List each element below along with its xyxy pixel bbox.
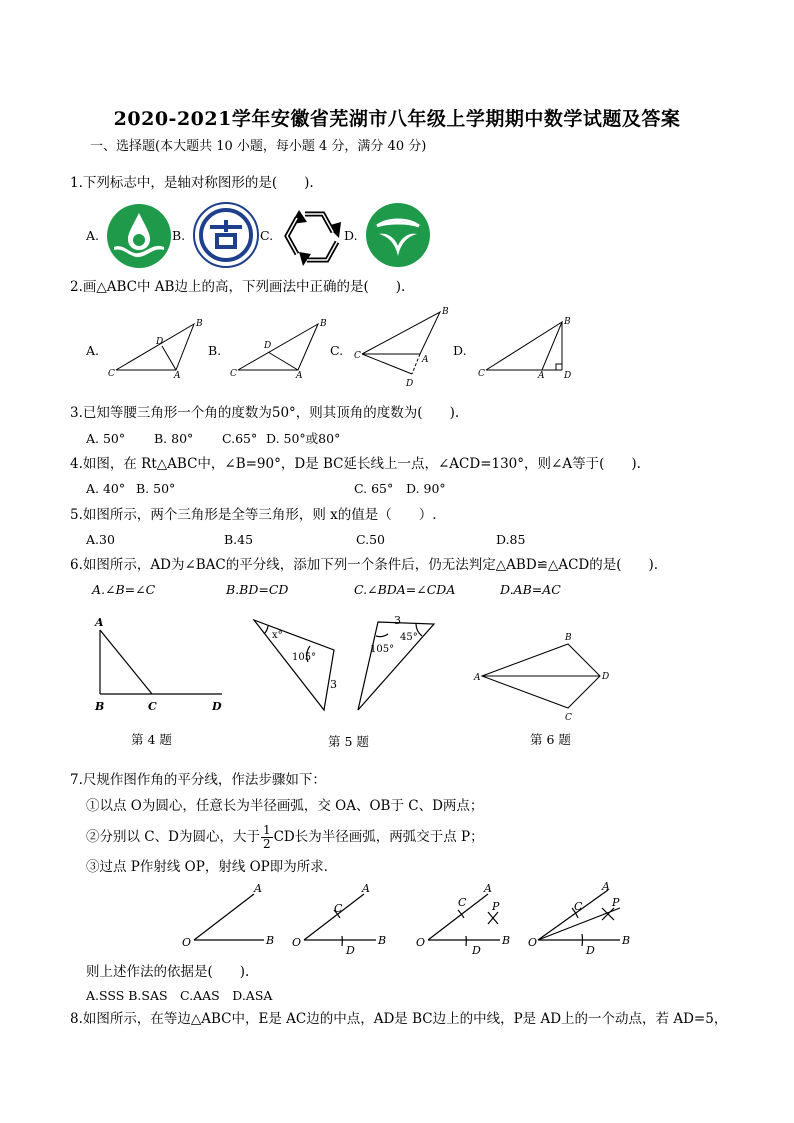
q2-option-b: B.	[208, 343, 222, 358]
q1-option-d: D.	[344, 228, 358, 243]
q2-figure-d	[476, 316, 580, 381]
label-a: A	[422, 355, 429, 365]
logo-a-water-drop-icon	[106, 203, 172, 269]
q1-option-c: C.	[260, 228, 274, 243]
label-a: A	[362, 882, 370, 895]
question-8: 8.如图所示，在等边△ABC中，E是 AC边的中点，AD是 BC边上的中线，P是 AD上的一个动点，若 AD=5，	[70, 1011, 728, 1027]
q7-figure-3	[414, 880, 518, 957]
label-c: C	[230, 369, 237, 379]
side-3-label-2: 3	[394, 614, 401, 627]
section-heading: 一、选择题(本大题共 10 小题，每小题 4 分，满分 40 分)	[90, 139, 427, 154]
q1-option-a: A.	[86, 228, 100, 243]
label-o: O	[528, 936, 538, 949]
angle-x-label: x°	[272, 630, 283, 641]
label-d: D	[212, 700, 222, 713]
fraction-denominator: 2	[262, 837, 271, 851]
label-a: A	[474, 673, 481, 683]
label-o: O	[292, 936, 302, 949]
label-o: O	[182, 936, 192, 949]
label-c: C	[354, 351, 361, 361]
question-2: 2.画△ABC中 AB边上的高，下列画法中正确的是( ).	[70, 279, 406, 295]
q7-figure-4	[528, 878, 640, 957]
question-6: 6.如图所示，AD为∠BAC的平分线，添加下列一个条件后，仍无法判定△ABD≌△ACD的是( ).	[70, 557, 659, 573]
angle-105-label-1: 105°	[292, 652, 317, 663]
logo-d-leaf-icon	[365, 202, 431, 268]
label-c: C	[478, 369, 485, 379]
q2-figure-c	[352, 306, 452, 390]
label-o: O	[416, 936, 426, 949]
q7-step-3: ③过点 P作射线 OP，射线 OP即为所求．	[86, 859, 338, 875]
label-c: C	[458, 896, 467, 909]
label-b: B	[622, 934, 631, 947]
label-a: A	[174, 371, 181, 381]
label-b: B	[95, 700, 105, 713]
caption-figure-4: 第 4 题	[131, 732, 172, 747]
label-a: A	[95, 616, 104, 629]
label-c: C	[148, 700, 157, 713]
label-c: C	[574, 900, 583, 913]
q7-basis: 则上述作法的依据是( ).	[86, 964, 250, 980]
q7-figure-2	[290, 880, 390, 957]
q5-option-b: B.45	[224, 532, 254, 547]
label-d: D	[586, 944, 595, 957]
q6-option-a: A.∠B=∠C	[92, 582, 156, 597]
angle-105-label-2: 105°	[370, 644, 395, 655]
label-a: A	[254, 882, 262, 895]
q4-option-c: C. 65°	[354, 481, 394, 496]
question-3: 3.已知等腰三角形一个角的度数为50°，则其顶角的度数为( ).	[70, 405, 460, 421]
fraction-numerator: 1	[262, 823, 271, 837]
q7-figure-1	[180, 880, 280, 950]
q3-option-b: B. 80°	[154, 431, 194, 446]
label-b: B	[196, 319, 203, 329]
label-a: A	[538, 371, 545, 381]
caption-figure-6: 第 6 题	[530, 732, 571, 747]
page-title: 2020-2021学年安徽省芜湖市八年级上学期期中数学试题及答案	[113, 108, 681, 130]
q2-option-a: A.	[86, 343, 100, 358]
q5-option-a: A.30	[86, 532, 115, 547]
caption-figure-5: 第 5 题	[328, 734, 369, 749]
question-4: 4.如图，在 Rt△ABC中，∠B=90°，D是 BC延长线上一点，∠ACD=130°，则∠A等于( ).	[70, 456, 641, 472]
q3-option-d: D. 50°或80°	[266, 431, 341, 446]
q4-option-a: A. 40°	[86, 481, 126, 496]
logo-b-emblem-icon	[193, 202, 259, 268]
q6-option-c: C.∠BDA=∠CDA	[354, 582, 456, 597]
q1-option-b: B.	[172, 228, 186, 243]
figure-4	[90, 614, 230, 714]
label-p: P	[612, 896, 620, 909]
label-p: P	[492, 900, 500, 913]
q6-option-d: D.AB=AC	[500, 582, 561, 597]
question-7: 7.尺规作图作角的平分线，作法步骤如下：	[70, 772, 326, 788]
question-5: 5.如图所示，两个三角形是全等三角形，则 x的值是（ ）.	[70, 507, 437, 523]
label-b: B	[564, 317, 571, 327]
logo-c-recycle-icon	[281, 202, 347, 268]
q2-figure-a	[108, 316, 208, 381]
label-a: A	[602, 880, 610, 893]
q3-option-c: C.65°	[222, 431, 258, 446]
question-1: 1.下列标志中，是轴对称图形的是( ).	[70, 175, 314, 191]
q5-option-c: C.50	[356, 532, 385, 547]
label-d: D	[472, 944, 481, 957]
q4-option-b: B. 50°	[136, 481, 176, 496]
angle-45-label: 45°	[400, 632, 418, 643]
figure-6	[470, 628, 620, 724]
q3-option-a: A. 50°	[86, 431, 126, 446]
q6-option-b: B.BD=CD	[226, 582, 289, 597]
label-c: C	[565, 713, 572, 723]
q7-step-2-part-1: ②分别以 C、D为圆心，大于	[86, 829, 260, 845]
side-3-label-1: 3	[330, 678, 337, 691]
fraction-one-half	[261, 824, 273, 851]
q4-option-d: D. 90°	[406, 481, 446, 496]
label-d: D	[602, 672, 610, 682]
label-d: D	[346, 944, 355, 957]
label-b: B	[565, 633, 572, 643]
label-d: D	[264, 341, 272, 351]
q5-option-d: D.85	[496, 532, 526, 547]
label-b: B	[266, 934, 275, 947]
label-a: A	[484, 882, 492, 895]
q2-option-d: D.	[453, 343, 467, 358]
label-c: C	[334, 902, 343, 915]
label-a: A	[296, 371, 303, 381]
q7-step-2-part-2: CD长为半径画弧，两弧交于点 P；	[273, 829, 484, 845]
q7-step-2	[86, 822, 484, 852]
label-b: B	[320, 319, 327, 329]
label-d: D	[406, 379, 414, 389]
label-b: B	[378, 934, 387, 947]
q7-options: A.SSS B.SAS C.AAS D.ASA	[86, 988, 273, 1003]
q2-option-c: C.	[330, 343, 344, 358]
label-d: D	[156, 337, 164, 347]
q2-figure-b	[230, 316, 330, 381]
label-b: B	[502, 934, 511, 947]
label-b: B	[442, 307, 449, 317]
label-d: D	[564, 371, 572, 381]
q7-step-1: ①以点 O为圆心，任意长为半径画弧，交 OA、OB于 C、D两点；	[86, 798, 484, 814]
figure-5	[250, 612, 450, 722]
label-c: C	[108, 369, 115, 379]
